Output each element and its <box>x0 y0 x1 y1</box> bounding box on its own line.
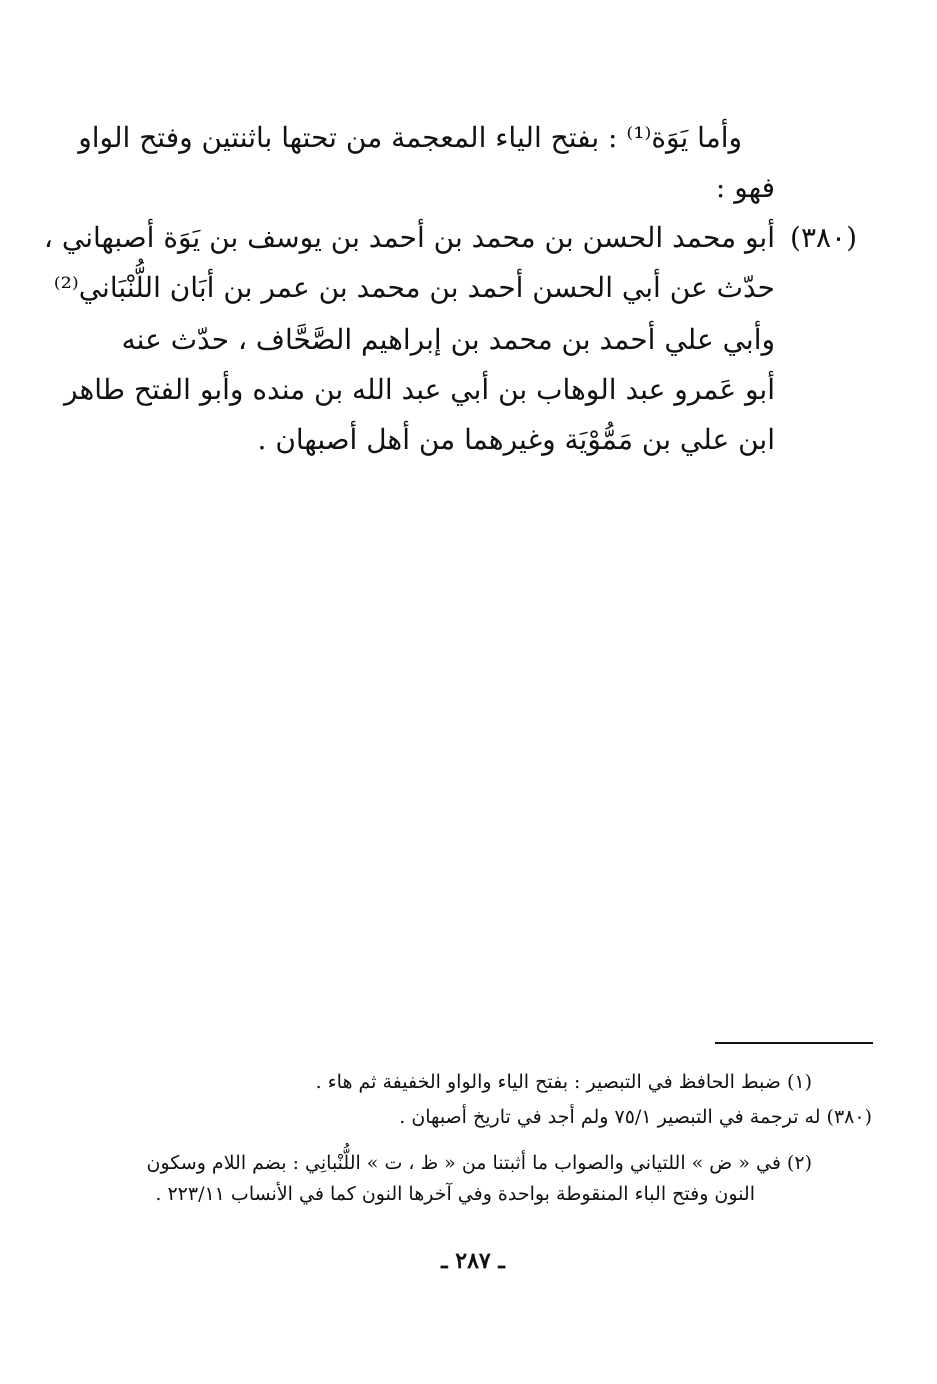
footnote-1: (١) ضبط الحافظ في التبصير : بفتح الياء والواو الخفيفة ثم هاء . <box>315 1071 812 1093</box>
page-number: ـ ٢٨٧ ـ <box>441 1248 505 1274</box>
body-line-7: ابن علي بن مَمُّوْيَة وغيرهما من أهل أصبهان . <box>257 423 775 456</box>
body-line-1: وأما يَوَة⁽¹⁾ : بفتح الياء المعجمة من تحتها باثنتين وفتح الواو <box>78 121 742 154</box>
footnote-divider <box>715 1042 873 1044</box>
footnote-380: (٣٨٠) له ترجمة في التبصير ٧٥/١ ولم أجد في تاريخ أصبهان . <box>399 1106 872 1128</box>
footnote-2: (٢) في « ض » اللتياني والصواب ما أثبتنا من « ظ ، ت » اللُّنْبانِي : بضم اللام وسكون <box>146 1152 812 1174</box>
body-line-2: فهو : <box>715 171 775 204</box>
body-line-5: وأبي علي أحمد بن محمد بن إبراهيم الصَّحَّاف ، حدّث عنه <box>121 323 775 356</box>
entry-number: (٣٨٠) <box>790 221 857 254</box>
body-line-6: أبو عَمرو عبد الوهاب بن أبي عبد الله بن منده وأبو الفتح طاهر <box>64 373 775 406</box>
body-line-4: حدّث عن أبي الحسن أحمد بن محمد بن عمر بن أبَان اللُّنْبَاني⁽²⁾ <box>53 271 775 304</box>
body-line-3: أبو محمد الحسن بن محمد بن أحمد بن يوسف بن يَوَة أصبهاني ، <box>43 221 775 254</box>
footnote-2-continued: النون وفتح الباء المنقوطة بواحدة وفي آخرها النون كما في الأنساب ٢٢٣/١١ . <box>155 1183 755 1205</box>
